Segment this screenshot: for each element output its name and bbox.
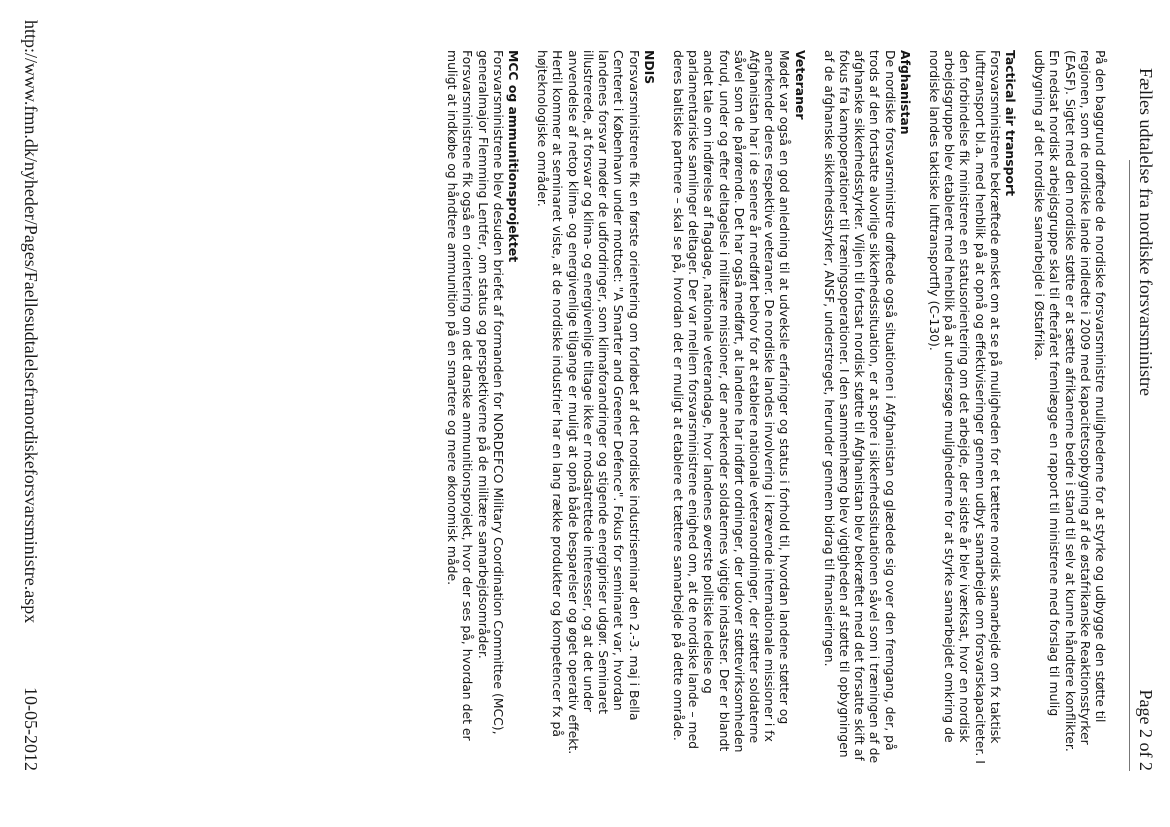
section-heading-tactical-air-transport: Tactical air transport xyxy=(1002,50,1018,197)
section-heading-afghanistan: Afghanistan xyxy=(897,50,913,135)
section-text-veteraner: Mødet var også en god anledning til at udveksle erfaringer og status i forhold til, hvordan landene støtter og anerkender deres respektive veteraner. De nordiske landes involvering i krævende internationale missioner i fx Afghanistan har i de senere år medført behov for at etablere nationale veteranordninger, der støtter soldaterne såvel som de pårørende. Det har også medført, at landene har indført ordninger, der udover støttevirksomheden forud, under og efter deltagelse i militære missioner, der anerkender soldaternes vigtige indsatser. Der er blandt andet tale om indførelse af flagdage, nationale veterandage, hvor landenes øverste politiske ledelse og parlamentariske samlinger deltager. Der var mellem forsvarsministrene enighed om, at de nordiske lande – med deres baltiske partnere – skal se på, hvordan det er muligt at etablere et tættere samarbejde på dette område. xyxy=(670,50,793,753)
intro-paragraph: På den baggrund drøftede de nordiske forsvarsministre mulighederne for at styrke og udbygge den støtte til regionen, som de nordiske lande indledte i 2009 med kapacitetsopbygning af de østafrikanske Reaktionsstyrker (EASF). Sigtet med den nordiske støtte er at sætte afrikanerne bedre i stand til selv at kunne håndtere konflikter. En nedsat nordisk arbejdsgruppe skal til efteråret fremlægge en rapport til ministrene med forslag til mulig udbygning af det nordiske samarbejde i Østafrika. xyxy=(1032,50,1108,752)
header-rule xyxy=(1129,160,1130,771)
section-text-ndis: Forsvarsministrene fik en første orientering om forløbet af det nordiske industriseminar den 2.-3. maj i Bella Centeret i København under mottoet: "A Smarter and Greener Defence". Fokus for seminaret var, hvordan landenes forsvar møder de udfordringer, som klimaforandringer og stigende energipriser udgør. Seminaret illustrerede, at forsvar og klima- og energivenlige tiltage ikke er modsatrettede interesser, og at det under anvendelse af netop klima- og energivenlige tilgange er muligt at opnå både besparelser og øget operativ effekt. Hertil kommer at seminaret viste, at de nordiske industrier har en lang række produkter og kompetencer fx på højteknologiske områder. xyxy=(535,50,642,755)
print-date: 10-05-2012 xyxy=(21,687,41,771)
document-body xyxy=(431,50,1108,770)
section-heading-mcc: MCC og ammunitionsprojektet xyxy=(506,50,522,263)
page-footer xyxy=(0,0,60,827)
section-text-afghanistan: De nordiske forsvarsministre drøftede også situationen i Afghanistan og glædede sig over den fremgang, der, på trods af den fortsatte alvorlige sikkerhedssituation, er at spore i sikkerhedssituationen såvel som i træningen af de afghanske sikkerhedsstyrker. Viljen til fortsat nordisk støtte til Afghanistan blev bekræftet med det forsatte skift af fokus fra kampoperationer til træningsoperationer. I den sammenhæng blev vigtigheden af støtte til opbygningen af de afghanske sikkerhedsstyrker, ANSF, understreget, herunder gennem bidrag til finansieringen. xyxy=(821,50,898,764)
section-text-mcc: Forsvarsministrene blev desuden briefet af formanden for NORDEFCO Military Coordination Committee (MCC), generalmajor Flemming Lentfer, om status og perspektiverne på de militære samarbejdsområder. Forsvarsministrene fik også en orientering om det danske ammunitionsprojekt, hvor der ses på, hvordan det er muligt at indkøbe og håndtere ammunition på en smartere og mere økonomisk måde. xyxy=(445,50,506,741)
page-header xyxy=(1110,0,1170,827)
section-text-tactical-air-transport: Forsvarsministrene bekræftede ønsket om at se på muligheden for et tættere nordisk samarbejde om fx taktisk lufttransport bl.a. med henblik på at opnå og effektiviseringer gennem udbyt samarbejde om forsvarskapaciteter. I den forbindelse fik ministrene en statusorientering om det arbejde, der sidste år blev iværksat, hvor en nordisk arbejdsgruppe blev etableret med henblik på at undersøge mulighederne for at styrke samarbejdet omkring de nordiske landes taktiske lufttransportfly (C-130). xyxy=(926,50,1003,764)
section-heading-veteraner: Veteraner xyxy=(792,50,808,120)
document-title: Fælles udtalelse fra nordiske forsvarsministre xyxy=(1136,68,1156,396)
section-heading-ndis: NDIS xyxy=(641,50,657,85)
page-number: Page 2 of 2 xyxy=(1136,689,1156,771)
source-url: http://www.fmn.dk/nyheder/Pages/Faellesudtalelsefranordiskeforsvarsministre.aspx xyxy=(21,20,41,624)
